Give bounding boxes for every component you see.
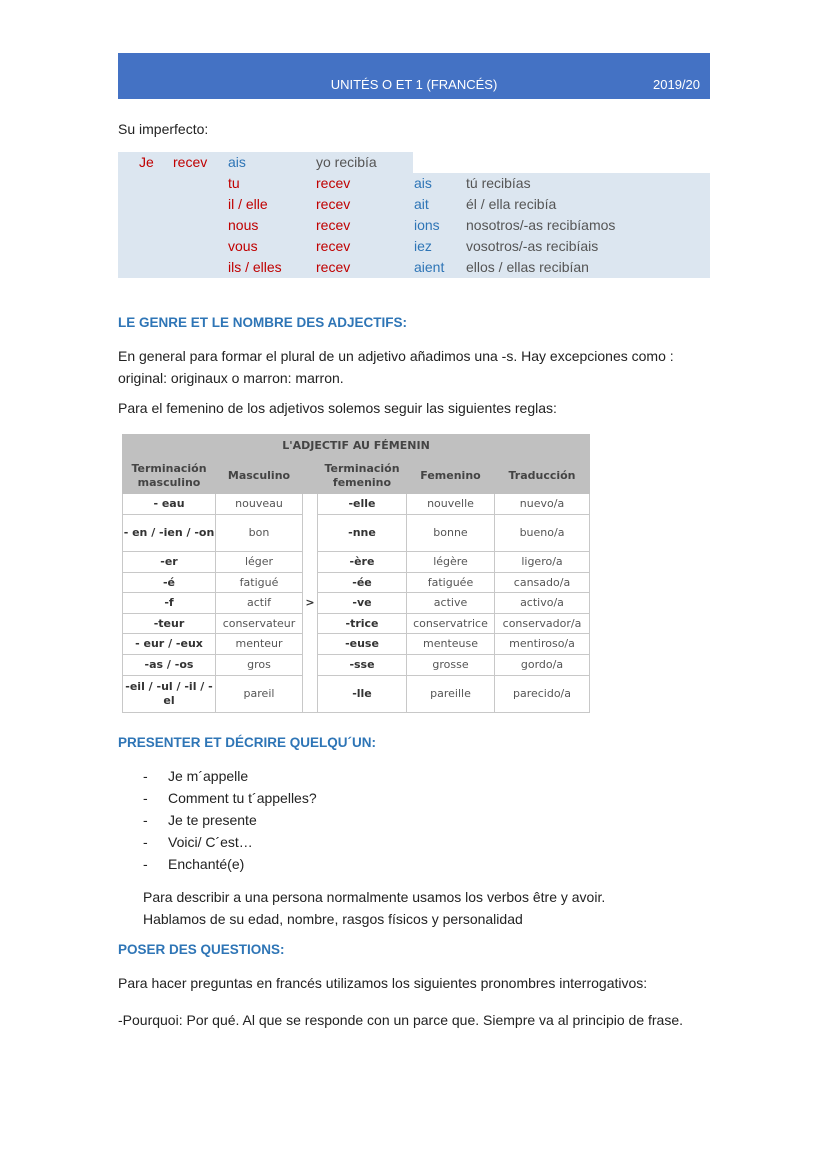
stem: recev — [316, 196, 351, 212]
table-cell: -ve — [318, 593, 407, 614]
list-item-text: Voici/ C´est… — [168, 834, 253, 850]
table-cell: -as / -os — [123, 655, 216, 676]
col-header: Terminación femenino — [318, 458, 407, 494]
table-cell: -f — [123, 593, 216, 614]
header-year: 2019/20 — [653, 77, 700, 92]
table-cell: pareil — [216, 676, 303, 713]
list-item — [143, 765, 317, 787]
page-header — [118, 53, 710, 99]
describe-line-2: Hablamos de su edad, nombre, rasgos físicos y personalidad — [143, 911, 523, 927]
adjective-feminine-table — [122, 434, 590, 713]
questions-paragraph: Para hacer preguntas en francés utilizamos los siguientes pronombres interrogativos: — [118, 975, 648, 991]
table-row — [123, 614, 590, 634]
table-cell: gros — [216, 655, 303, 676]
table-cell: menteur — [216, 634, 303, 655]
table-cell: -elle — [318, 494, 407, 515]
table-cell: conservatrice — [407, 614, 495, 634]
table-cell: bonne — [407, 515, 495, 552]
stem: recev — [173, 154, 208, 170]
table-cell: mentiroso/a — [495, 634, 590, 655]
pourquoi-paragraph: -Pourquoi: Por qué. Al que se responde con un parce que. Siempre va al principio de frase. — [118, 1012, 684, 1028]
table-row — [123, 552, 590, 573]
translation: ellos / ellas recibían — [466, 259, 589, 275]
stem: recev — [316, 259, 351, 275]
table-cell: bon — [216, 515, 303, 552]
table-cell: grosse — [407, 655, 495, 676]
table-cell: -eil / -ul / -il / -el — [123, 676, 216, 713]
translation: nosotros/-as recibíamos — [466, 217, 616, 233]
table-cell: cansado/a — [495, 573, 590, 593]
translation: tú recibías — [466, 175, 531, 191]
list-item — [143, 831, 317, 853]
table-cell: -er — [123, 552, 216, 573]
table-cell: conservador/a — [495, 614, 590, 634]
table-cell: nouvelle — [407, 494, 495, 515]
list-item — [143, 787, 317, 809]
table-cell: -nne — [318, 515, 407, 552]
table-row — [123, 494, 590, 515]
table-cell: menteuse — [407, 634, 495, 655]
pronoun: tu — [228, 175, 240, 191]
bullet: - — [143, 856, 148, 872]
ending: ions — [414, 217, 440, 233]
list-item-text: Je m´appelle — [168, 768, 249, 784]
ending: iez — [414, 238, 432, 254]
table-cell: gordo/a — [495, 655, 590, 676]
genre-heading: LE GENRE ET LE NOMBRE DES ADJECTIFS: — [118, 315, 408, 330]
bullet: - — [143, 768, 148, 784]
table-cell: pareille — [407, 676, 495, 713]
list-item — [143, 809, 317, 831]
feminine-paragraph: Para el femenino de los adjetivos solemos seguir las siguientes reglas: — [118, 400, 557, 416]
translation: él / ella recibía — [466, 196, 557, 212]
list-item-text: Je te presente — [168, 812, 257, 828]
table-row — [123, 515, 590, 552]
arrow-cell: > — [303, 494, 318, 713]
list-item-text: Comment tu t´appelles? — [168, 790, 317, 806]
table-row — [123, 593, 590, 614]
pronoun: Je — [139, 154, 154, 170]
bullet: - — [143, 812, 148, 828]
table-cell: -trice — [318, 614, 407, 634]
ending: aient — [414, 259, 445, 275]
table-cell: nuevo/a — [495, 494, 590, 515]
table-row — [123, 676, 590, 713]
table-cell: -é — [123, 573, 216, 593]
table-cell: fatiguée — [407, 573, 495, 593]
table-cell: -ère — [318, 552, 407, 573]
plural-paragraph: En general para formar el plural de un adjetivo añadimos una -s. Hay excepciones como : original: originaux o marron: marron. — [118, 348, 674, 386]
col-header: Terminación masculino — [123, 458, 216, 494]
table-cell: conservateur — [216, 614, 303, 634]
header-title: UNITÉS O ET 1 (FRANCÉS) — [330, 77, 498, 92]
describe-line-1: Para describir a una persona normalmente usamos los verbos être y avoir. — [143, 889, 606, 905]
table-cell: -ée — [318, 573, 407, 593]
translation: vosotros/-as recibíais — [466, 238, 599, 254]
imperfect-label: Su imperfecto: — [118, 121, 209, 137]
table-cell: légère — [407, 552, 495, 573]
pronoun: ils / elles — [228, 259, 282, 275]
questions-heading: POSER DES QUESTIONS: — [118, 942, 285, 957]
stem: recev — [316, 217, 351, 233]
table-cell: nouveau — [216, 494, 303, 515]
table-cell: -euse — [318, 634, 407, 655]
table-cell: parecido/a — [495, 676, 590, 713]
col-header: Femenino — [407, 458, 495, 494]
translation: yo recibía — [316, 154, 377, 170]
table-row — [123, 634, 590, 655]
table-cell: léger — [216, 552, 303, 573]
table-cell: actif — [216, 593, 303, 614]
describe-paragraph — [143, 886, 605, 930]
table-cell: active — [407, 593, 495, 614]
pronoun: il / elle — [228, 196, 268, 212]
stem: recev — [316, 175, 351, 191]
ending: ais — [228, 154, 246, 170]
col-header: Traducción — [495, 458, 590, 494]
table-cell: bueno/a — [495, 515, 590, 552]
table-cell: -lle — [318, 676, 407, 713]
table-row — [123, 573, 590, 593]
table-row — [123, 655, 590, 676]
table-cell: - eau — [123, 494, 216, 515]
table-cell: fatigué — [216, 573, 303, 593]
list-item-text: Enchanté(e) — [168, 856, 245, 872]
col-header: Masculino — [216, 458, 303, 494]
bullet: - — [143, 790, 148, 806]
list-item — [143, 853, 317, 875]
bullet: - — [143, 834, 148, 850]
pronoun: nous — [228, 217, 259, 233]
table-cell: - eur / -eux — [123, 634, 216, 655]
table-cell: ligero/a — [495, 552, 590, 573]
presenter-heading: PRESENTER ET DÉCRIRE QUELQU´UN: — [118, 735, 377, 750]
stem: recev — [316, 238, 351, 254]
table-title: L'ADJECTIF AU FÉMENIN — [123, 435, 590, 458]
table-cell: - en / -ien / -on — [123, 515, 216, 552]
table-cell: -teur — [123, 614, 216, 634]
ending: ais — [414, 175, 432, 191]
table-cell: -sse — [318, 655, 407, 676]
phrase-list — [143, 765, 317, 875]
col-header-arrow — [303, 458, 318, 494]
table-cell: activo/a — [495, 593, 590, 614]
ending: ait — [414, 196, 429, 212]
pronoun: vous — [228, 238, 258, 254]
